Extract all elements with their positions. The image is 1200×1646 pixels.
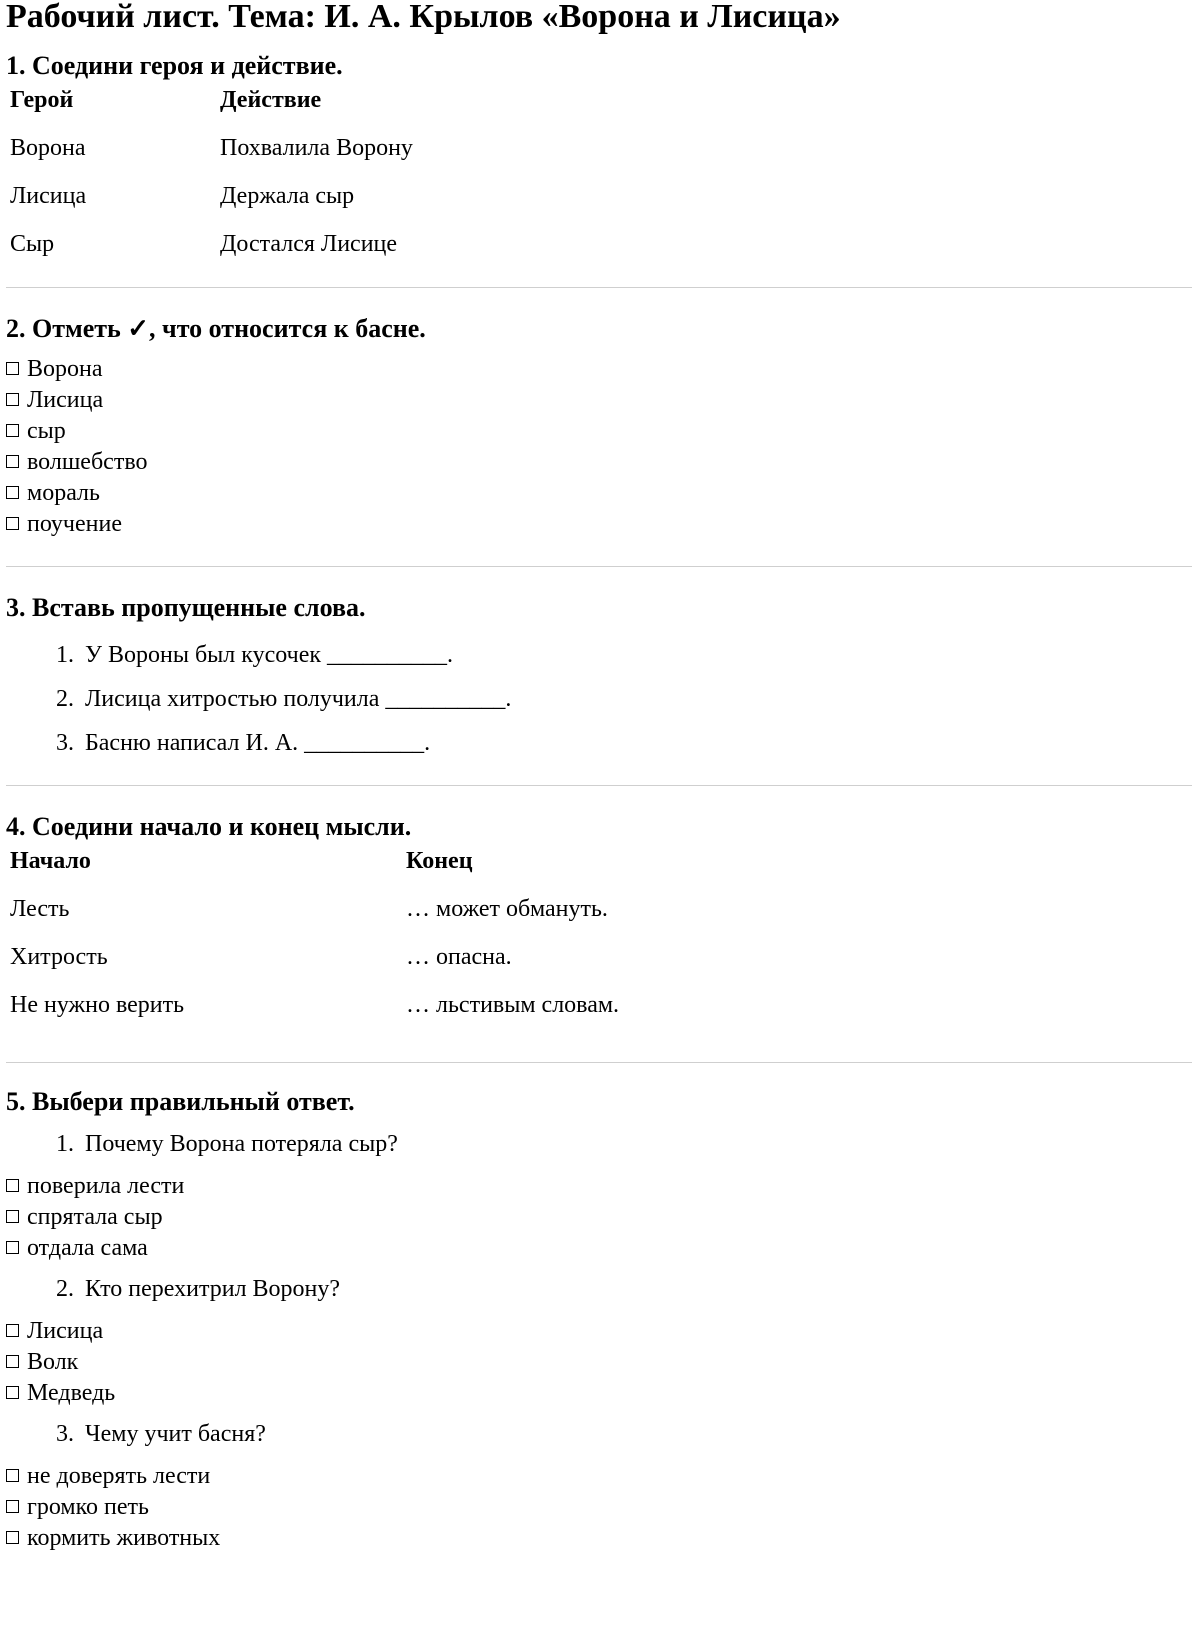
checkbox[interactable]: [6, 1500, 19, 1513]
checkbox[interactable]: [6, 1179, 19, 1192]
list-item: [6, 1233, 1192, 1264]
action-cell: Держала сыр: [220, 183, 355, 209]
checkbox-label: мораль: [27, 480, 100, 506]
fill-in-sentence: У Вороны был кусочек __________.: [85, 642, 454, 668]
checkbox-label: волшебство: [27, 449, 148, 475]
list-item: [6, 1347, 1192, 1378]
item-number: 3.: [56, 730, 74, 756]
option-label: отдала сама: [27, 1235, 148, 1261]
checkbox[interactable]: [6, 1210, 19, 1223]
question-number: 1.: [56, 1131, 74, 1157]
section-divider: [6, 566, 1192, 567]
action-cell: Достался Лисице: [220, 231, 398, 257]
list-item: [6, 385, 1192, 416]
fill-in-sentence: Лисица хитростью получила __________.: [85, 686, 512, 712]
list-item: [6, 1492, 1192, 1523]
list-item: [6, 1523, 1192, 1554]
list-item: [6, 478, 1192, 509]
task-4: [6, 812, 1192, 1040]
table-row: [6, 231, 413, 279]
option-label: громко петь: [27, 1494, 149, 1520]
list-item: [6, 1202, 1192, 1233]
column-header-start: Начало: [10, 848, 91, 874]
table-row: [6, 992, 619, 1040]
answer-options: [6, 1316, 1192, 1409]
hero-cell: Сыр: [10, 231, 55, 257]
list-item: [6, 1378, 1192, 1409]
column-header-hero: Герой: [10, 87, 74, 113]
checkbox[interactable]: [6, 1324, 19, 1337]
task-5-heading: 5. Выбери правильный ответ.: [6, 1087, 355, 1116]
checkbox-label: поучение: [27, 511, 122, 537]
checkbox[interactable]: [6, 1355, 19, 1368]
checkbox[interactable]: [6, 1531, 19, 1544]
checkbox-label: сыр: [27, 418, 66, 444]
section-divider: [6, 785, 1192, 786]
table-row: [6, 183, 413, 231]
list-item: [6, 354, 1192, 385]
page-title: Рабочий лист. Тема: И. А. Крылов «Ворона и Лисица»: [6, 0, 841, 35]
end-cell: … льстивым словам.: [406, 992, 620, 1018]
checkbox[interactable]: [6, 486, 19, 499]
list-item: [6, 509, 1192, 540]
task-3-heading: 3. Вставь пропущенные слова.: [6, 593, 366, 622]
option-label: спрятала сыр: [27, 1204, 163, 1230]
question-number: 2.: [56, 1276, 74, 1302]
checkbox[interactable]: [6, 362, 19, 375]
answer-options: [6, 1171, 1192, 1264]
list-item: [6, 1461, 1192, 1492]
start-cell: Не нужно верить: [10, 992, 185, 1018]
end-cell: … опасна.: [406, 944, 512, 970]
checkbox[interactable]: [6, 1241, 19, 1254]
item-number: 2.: [56, 686, 74, 712]
question-item: [6, 1419, 1192, 1449]
list-item: [6, 447, 1192, 478]
task-3: [6, 593, 1192, 765]
question-item: [6, 1274, 1192, 1304]
fill-in-sentence: Басню написал И. А. __________.: [85, 730, 431, 756]
checkbox-label: Лисица: [27, 387, 104, 413]
checkbox[interactable]: [6, 393, 19, 406]
question-text: Почему Ворона потеряла сыр?: [85, 1131, 398, 1157]
task-2-heading: 2. Отметь ✓, что относится к басне.: [6, 314, 426, 343]
task-1: [6, 51, 1192, 279]
question-number: 3.: [56, 1421, 74, 1447]
hero-cell: Ворона: [10, 135, 86, 161]
section-divider: [6, 1062, 1192, 1063]
list-item: [6, 721, 1192, 765]
option-label: Лисица: [27, 1318, 104, 1344]
task-5: [6, 1087, 1192, 1554]
task-2: [6, 314, 1192, 540]
table-row: [6, 135, 413, 183]
start-cell: Хитрость: [10, 944, 108, 970]
task-3-list: [6, 633, 1192, 765]
checkbox-label: Ворона: [27, 356, 103, 382]
column-header-end: Конец: [406, 848, 473, 874]
checkbox[interactable]: [6, 1386, 19, 1399]
task-4-heading: 4. Соедини начало и конец мысли.: [6, 812, 412, 841]
task-4-table: [6, 848, 619, 1040]
list-item: [6, 1171, 1192, 1202]
task-2-checklist: [6, 354, 1192, 540]
list-item: [6, 416, 1192, 447]
question: [6, 1274, 1192, 1304]
task-1-table: [6, 87, 413, 279]
question-block: [6, 1419, 1192, 1554]
option-label: Медведь: [27, 1380, 116, 1406]
table-row: [6, 896, 619, 944]
question-text: Чему учит басня?: [85, 1421, 266, 1447]
hero-cell: Лисица: [10, 183, 87, 209]
list-item: [6, 633, 1192, 677]
question: [6, 1419, 1192, 1449]
section-divider: [6, 287, 1192, 288]
question-item: [6, 1129, 1192, 1159]
question-block: [6, 1274, 1192, 1409]
option-label: Волк: [27, 1349, 79, 1375]
question: [6, 1129, 1192, 1159]
start-cell: Лесть: [10, 896, 70, 922]
question-text: Кто перехитрил Ворону?: [85, 1276, 341, 1302]
answer-options: [6, 1461, 1192, 1554]
checkbox[interactable]: [6, 455, 19, 468]
option-label: поверила лести: [27, 1173, 185, 1199]
action-cell: Похвалила Ворону: [220, 135, 413, 161]
checkbox[interactable]: [6, 517, 19, 530]
option-label: кормить животных: [27, 1525, 221, 1551]
option-label: не доверять лести: [27, 1463, 211, 1489]
checkbox[interactable]: [6, 424, 19, 437]
task-1-heading: 1. Соедини героя и действие.: [6, 51, 343, 80]
checkbox[interactable]: [6, 1469, 19, 1482]
list-item: [6, 1316, 1192, 1347]
end-cell: … может обмануть.: [406, 896, 608, 922]
question-block: [6, 1129, 1192, 1264]
list-item: [6, 677, 1192, 721]
column-header-action: Действие: [220, 87, 322, 113]
table-row: [6, 944, 619, 992]
item-number: 1.: [56, 642, 74, 668]
